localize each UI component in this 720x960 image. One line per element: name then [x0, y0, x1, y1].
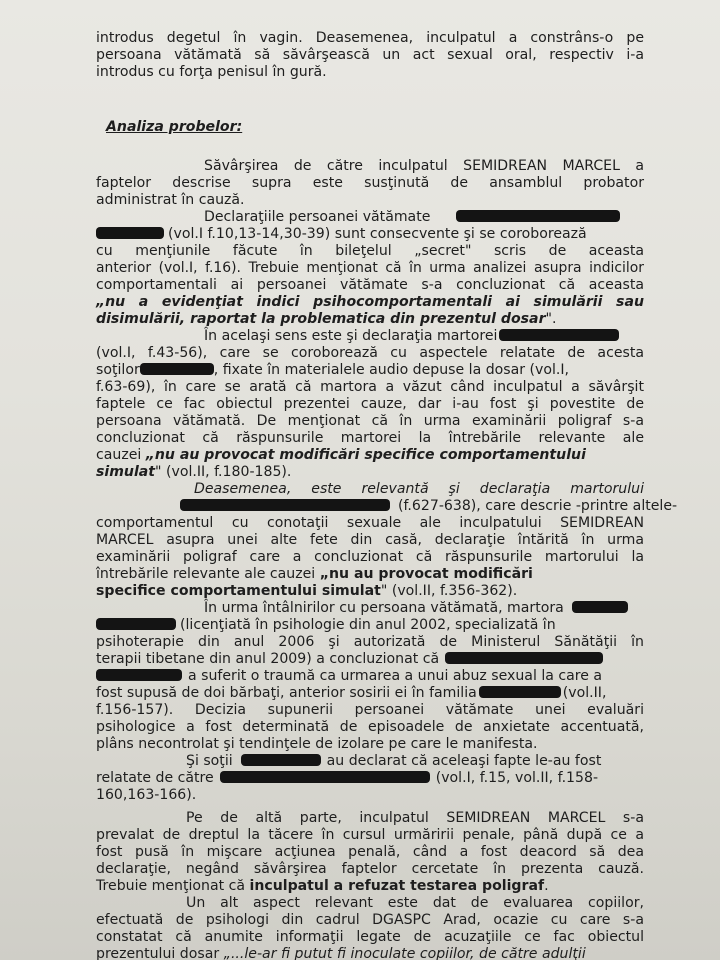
text-span: „...le-ar fi putut fi inoculate copiilor, de către adulţii [223, 946, 586, 960]
text-line: Deasemenea, este relevantă şi declaraţia martorului [194, 481, 644, 497]
text-line [96, 362, 644, 379]
text-line [96, 498, 678, 515]
text-span: " (vol.II, f.356-362). [380, 583, 518, 599]
text-span: Declaraţiile persoanei vătămate [204, 209, 431, 225]
text-span: „nu au provocat modificări specifice comportamentului [145, 447, 586, 463]
redaction-bar [445, 652, 603, 664]
paragraph-7 [96, 810, 644, 895]
text-line: 160,163-166). [96, 787, 197, 803]
text-line: faptele ce fac obiectul prezentei cauze, dar i-au fost şi povestite de [96, 396, 644, 412]
text-span: (vol.II, [562, 685, 607, 701]
text-span: În urma întâlnirilor cu persoana vătămată, martora [204, 600, 564, 616]
text-span: „nu au provocat modificări [319, 566, 533, 582]
text-span: (vol.I f.10,13-14,30-39) sunt consecvente şi se coroborează [168, 226, 587, 242]
text-line [96, 311, 644, 328]
text-line [96, 464, 644, 481]
text-span: simulat [96, 464, 156, 480]
text-line: Pe de altă parte, inculpatul SEMIDREAN MARCEL s-a [186, 810, 644, 826]
text-line: plâns necontrolat şi tendinţele de izolare pe care le manifesta. [96, 736, 538, 752]
text-span: . [544, 878, 549, 894]
text-line: Săvârşirea de către inculpatul SEMIDREAN MARCEL a [204, 158, 644, 174]
redaction-bar [96, 618, 176, 630]
text-span: fost supusă de doi bărbaţi, anterior sosirii ei în familia [96, 685, 477, 701]
text-line: faptelor descrise supra este susţinută de ansamblul probator [96, 175, 644, 191]
text-line: „nu a evidenţiat indici psihocomportamentali ai simulării sau [96, 294, 644, 310]
text-line: administrat în cauză. [96, 192, 245, 208]
text-line: comportamentali ai persoanei vătămate s-a concluzionat că aceasta [96, 277, 644, 293]
text-span: inculpatul a refuzat testarea poligraf [249, 878, 545, 894]
text-line: cu menţiunile făcute în bileţelul „secret" scris de aceasta [96, 243, 644, 259]
redaction-bar [220, 771, 430, 783]
text-span: Şi soţii [186, 753, 233, 769]
text-span: soţilor [96, 362, 140, 378]
text-span: ". [545, 311, 557, 327]
text-line [96, 651, 644, 668]
text-line [96, 328, 644, 345]
redaction-bar [241, 754, 321, 766]
text-span: Trebuie menţionat că [96, 878, 250, 894]
paragraph-intro [96, 30, 644, 81]
text-line: anterior (vol.I, f.16). Trebuie menţionat că în urma analizei asupra indicilor [96, 260, 644, 276]
text-line: persoana vătămată. De menţionat că în urma examinării poligraf s-a [96, 413, 644, 429]
text-line [96, 685, 644, 702]
text-line: constatat că anumite informaţii legate de acuzaţiile ce fac obiectul [96, 929, 644, 945]
text-line [96, 447, 644, 464]
text-line [96, 878, 644, 895]
text-line [96, 617, 644, 634]
text-line [96, 226, 644, 243]
text-span: , fixate în materialele audio depuse la dosar (vol.I, [213, 362, 570, 378]
text-line: prevalat de dreptul la tăcere în cursul urmăririi penale, până după ce a [96, 827, 644, 843]
redaction-bar [140, 363, 214, 375]
text-span: relatate de către [96, 770, 214, 786]
text-span: au declarat că aceleaşi fapte le-au fost [326, 753, 602, 769]
text-line: f.156-157). Decizia supunerii persoanei vătămate unei evaluări [96, 702, 644, 718]
text-line [96, 946, 644, 960]
paragraph-2 [96, 209, 644, 328]
redaction-bar [456, 210, 620, 222]
text-span: întrebările relevante ale cauzei [96, 566, 320, 582]
text-span: disimulării, raportat la problematica din prezentul dosar [96, 311, 546, 327]
document-body [96, 30, 678, 960]
text-line [96, 668, 644, 685]
redaction-bar [96, 227, 164, 239]
redaction-bar [96, 669, 182, 681]
paragraph-1 [96, 158, 644, 209]
text-line: introdus cu forţa penisul în gură. [96, 64, 327, 80]
text-line [96, 583, 644, 600]
text-line: MARCEL asupra unei alte fete din casă, declaraţie întărită în urma [96, 532, 644, 548]
paragraph-8 [96, 895, 644, 960]
text-span: În acelaşi sens este şi declaraţia martorei [204, 328, 498, 344]
text-span: a suferit o traumă ca urmarea a unui abuz sexual la care a [188, 668, 603, 684]
text-line [96, 753, 644, 770]
text-line [96, 209, 644, 226]
spacer [96, 137, 644, 158]
paragraph-4 [96, 481, 678, 600]
text-span: (vol.I, f.15, vol.II, f.158- [435, 770, 599, 786]
section-heading: Analiza probelor: [106, 119, 243, 135]
text-line: psihoterapie din anul 2006 şi autorizată de Ministerul Sănătăţii în [96, 634, 644, 650]
text-line: concluzionat că răspunsurile martorei la întrebările relevante ale [96, 430, 644, 446]
text-line: efectuată de psihologi din cadrul DGASPC Arad, ocazie cu care s-a [96, 912, 644, 928]
text-line: f.63-69), în care se arată că martora a văzut când inculpatul a săvârşit [96, 379, 644, 395]
text-line: introdus degetul în vagin. Deasemenea, inculpatul a constrâns-o pe [96, 30, 644, 46]
paragraph-3 [96, 328, 644, 481]
text-line: psihologice a fost determinată de episoadele de anxietate accentuată, [96, 719, 644, 735]
text-line: comportamentul cu conotaţii sexuale ale inculpatului SEMIDREAN [96, 515, 644, 531]
redaction-bar [572, 601, 628, 613]
text-line [96, 566, 644, 583]
spacer [96, 81, 644, 117]
text-line: fost pusă în mişcare acţiunea penală, când a fost deacord să dea [96, 844, 644, 860]
text-span: prezentului dosar [96, 946, 224, 960]
text-line [96, 600, 644, 617]
text-line: examinării poligraf care a concluzionat că răspunsurile martorului la [96, 549, 644, 565]
text-span: (licenţiată în psihologie din anul 2002, specializată în [180, 617, 556, 633]
redaction-bar [499, 329, 619, 341]
text-span: terapii tibetane din anul 2009) a concluzionat că [96, 651, 440, 667]
text-line: declaraţie, negând săvârşirea faptelor cercetate în prezenta cauză. [96, 861, 644, 877]
text-span: " (vol.II, f.180-185). [155, 464, 292, 480]
text-span: cauzei [96, 447, 146, 463]
redaction-bar [180, 499, 390, 511]
text-line: persoana vătămată să săvârşească un act sexual oral, respectiv i-a [96, 47, 644, 63]
paragraph-6 [96, 753, 644, 804]
paragraph-5 [96, 600, 644, 753]
text-span: (f.627-638), care descrie -printre altele- [398, 498, 678, 514]
text-line [96, 770, 644, 787]
redaction-bar [479, 686, 561, 698]
text-line: Un alt aspect relevant este dat de evaluarea copiilor, [186, 895, 644, 911]
text-span: specifice comportamentului simulat [96, 583, 381, 599]
text-line: (vol.I, f.43-56), care se coroborează cu aspectele relatate de acesta [96, 345, 644, 361]
